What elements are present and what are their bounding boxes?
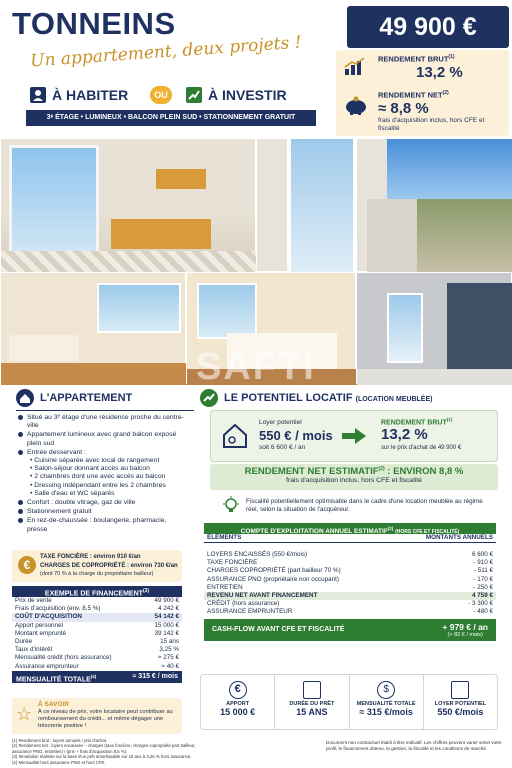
summary-duree: DURÉE DU PRÊT 15 ANS — [275, 675, 349, 729]
appartement-title: L'APPARTEMENT — [40, 392, 133, 404]
investir-label: À INVESTIR — [208, 87, 287, 103]
page-subtitle: Un appartement, deux projets ! — [29, 32, 303, 72]
or-badge: OU — [150, 86, 172, 104]
calendar-icon — [303, 681, 321, 699]
house-key-icon — [221, 421, 249, 449]
table-row: Durée 15 ans — [15, 638, 179, 646]
list-item: Cuisine séparée avec local de rangement — [34, 457, 160, 465]
loyer-value: 550 € / mois — [259, 428, 333, 443]
brut-label: RENDEMENT BRUT — [381, 419, 447, 427]
table-row: COÛT D'ACQUISITION 54 142 € — [12, 613, 182, 621]
savoir-box — [12, 698, 182, 734]
rendement-net-note: frais d'acquisition inclus, hors CFE et fiscalité — [378, 117, 485, 132]
table-row: TAXE FONCIÈRE - 910 € — [207, 559, 493, 567]
list-item: Dressing indépendant entre les 2 chambres — [34, 481, 166, 489]
potentiel-title-sub: (LOCATION MEUBLÉE) — [355, 396, 433, 403]
net-estimatif-box: RENDEMENT NET ESTIMATIF$^{(2)}$ : ENVIRON 8,8 % frais d'acquisition inclus, hors CFE et fiscalité — [210, 464, 498, 490]
habiter-pill — [24, 84, 134, 106]
table-row: Prix de vente 49 900 € — [15, 597, 179, 604]
disclaimer: Document non contractuel établi à titre indicatif. Les chiffres peuvent varier selon votre profil, le financement obtenu, la gestion, la fiscalité et les conditions de marché. — [326, 740, 502, 751]
price-badge: 49 900 € — [347, 6, 509, 48]
summary-mensualite: $ MENSUALITÉ TOTALE ≈ 315 €/mois — [350, 675, 424, 729]
living-floor — [1, 363, 187, 385]
watermark: SAFTI — [196, 346, 316, 388]
table-row: Apport personnel 15 000 € — [15, 621, 179, 629]
financement-table — [12, 586, 182, 683]
table-row: ENTRETIEN - 250 € — [207, 583, 493, 591]
kitchen-counter — [111, 219, 211, 249]
kitchen-photo — [0, 138, 256, 272]
list-item: Situé au 3ᵉ étage d'une résidence proche du centre-ville — [27, 414, 184, 430]
money-hand-icon: $ — [377, 681, 395, 699]
list-item: Entrée desservant : — [27, 448, 86, 456]
compte-table — [204, 523, 496, 641]
table-row: Taux d'intérêt 3,25 % — [15, 646, 179, 654]
savoir-text: À ce niveau de prix, votre locataire peut contribuer au remboursement du crédit... et même dégager une trésorerie positive ! — [38, 709, 173, 729]
piggy-bank-icon — [344, 96, 368, 116]
person-icon — [30, 87, 46, 103]
rendement-net-value: ≈ 8,8 % — [378, 100, 429, 117]
rendement-brut-label: RENDEMENT BRUT — [378, 54, 449, 64]
bar-chart-icon — [344, 58, 366, 76]
dark-wall — [447, 283, 512, 373]
loyer-year: soit 6 600 € / an — [259, 444, 306, 451]
rendement-net-label: RENDEMENT NET — [378, 90, 443, 100]
features-banner: 3ᵉ ÉTAGE • LUMINEUX • BALCON PLEIN SUD • STATIONNEMENT GRATUIT — [26, 110, 316, 126]
sky — [387, 139, 512, 199]
bedroom-window — [197, 283, 257, 339]
list-item: Stationnement gratuit — [27, 508, 92, 516]
loyer-label: Loyer potentiel — [259, 419, 302, 426]
charges-box — [12, 550, 182, 582]
hallway-photo — [356, 272, 512, 384]
brut-value: 13,2 % — [381, 426, 428, 443]
balcony-photo — [256, 138, 512, 272]
cash-flow-row: CASH-FLOW AVANT CFE ET FISCALITÉ + 979 € / an (+ 82 € / mois) — [204, 619, 496, 641]
table-row: ASSURANCE EMPRUNTEUR - 480 € — [207, 608, 493, 616]
sofa — [9, 335, 79, 361]
living-window — [97, 283, 181, 333]
table-row: ASSURANCE PNO (propriétaire non occupant) - 170 € — [207, 575, 493, 583]
summary-apport: € APPORT 15 000 € — [201, 675, 275, 729]
kitchen-window — [9, 145, 99, 255]
table-row: CRÉDIT (hors assurance) - 3 300 € — [207, 600, 493, 608]
balcony-door — [287, 139, 357, 273]
house-euro-icon — [451, 681, 469, 699]
compte-title: COMPTE D'EXPLOITATION ANNUEL ESTIMATIF$^{(2)}$ (HORS CFE ET FISCALITÉ) — [204, 523, 496, 534]
appartement-list: Situé au 3ᵉ étage d'une résidence proche du centre-ville Appartement lumineux avec grand balcon exposé plein sud Entrée desservant : • Cuisine séparée avec local de rangement • Salon-séjour donnant accès au balcon • 2 chambres dont une avec accès au balcon • Dressing indépendant entre les 2 chambres • Salle d'eau et WC séparés Confort : double vitrage, gaz de ville Stationnement gratuit En rez-de-chaussée : boulangerie, pharmacie, presse — [18, 414, 188, 534]
hallway-floor — [357, 369, 512, 385]
brut-note: sur le prix d'achat de 49 900 € — [381, 445, 462, 451]
kitchen-floor — [1, 251, 257, 273]
summary-strip — [200, 674, 498, 730]
hallway-window — [387, 293, 423, 363]
mensualite-totale-row: MENSUALITÉ TOTALE$^{(4)}$ ≈ 315 € / mois — [12, 671, 182, 683]
table-row: Frais d'acquisition (env. 8,5 %) 4 242 € — [15, 605, 179, 613]
taxe-fonciere: TAXE FONCIÈRE : environ 910 €/an — [40, 554, 141, 560]
appartement-divider — [16, 410, 194, 411]
financement-title: EXEMPLE DE FINANCEMENT$^{(3)}$ — [12, 586, 182, 597]
chart-up-icon — [200, 389, 218, 407]
savoir-title: À SAVOIR — [38, 701, 69, 708]
page-title: TONNEINS — [12, 6, 176, 41]
euro-icon: € — [229, 681, 247, 699]
habiter-label: À HABITER — [52, 87, 129, 103]
potentiel-title: LE POTENTIEL LOCATIF — [224, 392, 353, 404]
star-icon: ☆ — [16, 704, 33, 724]
balcony-floor — [367, 199, 417, 273]
charges-copro: CHARGES DE COPROPRIÉTÉ : environ 730 €/an — [40, 563, 178, 569]
footnotes: (1) Rendement brut : loyers annuels / prix d'achat. (2) Rendement net : loyers encaissés – charges (taxe foncière, charges copropriété part bailleur, assurance PNO, entretien) / (prix + frais d'acquisition 8,5 %). (3) Simulation réalisée sur la base d'un prêt amortissable sur 15 ans à 3,25 % hors assurance. (4) Mensualité hors assurance PNO et hors CFE. — [12, 738, 196, 765]
chart-up-icon — [186, 87, 202, 103]
house-icon — [16, 389, 34, 407]
list-item: Confort : double vitrage, gaz de ville — [27, 499, 136, 507]
table-row: Assurance emprunteur ≈ 40 € — [15, 662, 179, 670]
net-estimatif-note: frais d'acquisition inclus, hors CFE et fiscalité — [286, 477, 422, 485]
table-row: Mensualité crédit (hors assurance) ≈ 275 € — [15, 654, 179, 662]
kitchen-cabinet — [156, 169, 206, 189]
table-row: REVENU NET AVANT FINANCEMENT 4 759 € — [204, 592, 496, 600]
table-row: CHARGES COPROPRIÉTÉ (part bailleur 70 %) - 511 € — [207, 567, 493, 575]
list-item: En rez-de-chaussée : boulangerie, pharmacie, presse — [27, 517, 167, 533]
table-header: ÉLÉMENTS MONTANTS ANNUELS — [204, 534, 496, 543]
table-row: LOYERS ENCAISSÉS (550 €/mois) 6 600 € — [207, 550, 493, 558]
list-item: 2 chambres dont une avec accès au balcon — [34, 473, 166, 481]
rendement-box: RENDEMENT BRUT$^{(1)}$ 13,2 % RENDEMENT $NET^{(2)}$ ≈ 8,8 % frais d'acquisition inclus, hors CFE et fiscalité — [336, 50, 509, 136]
list-item: Appartement lumineux avec grand balcon exposé plein sud — [27, 431, 177, 447]
list-item: Salle d'eau et WC séparés — [34, 489, 115, 497]
living-room-photo — [0, 272, 186, 384]
arrow-right-icon — [341, 427, 367, 445]
rendement-brut-value: 13,2 % — [416, 64, 463, 81]
loyer-box: Loyer potentiel 550 € / mois soit 6 600 € / an RENDEMENT BRUT$^{(1)}$ 13,2 % sur le prix d'achat de 49 900 € — [210, 410, 498, 462]
list-item: Salon-séjour donnant accès au balcon — [34, 465, 150, 473]
table-row: Montant emprunté 39 142 € — [15, 629, 179, 637]
fiscalite-text: Fiscalité potentiellement optimisable dans le cadre d'une location meublée au régime réel, selon la situation de l'acquéreur. — [246, 498, 483, 513]
charges-copro-note: (dont 70 % à la charge du propriétaire bailleur) — [40, 571, 154, 577]
euro-coin-icon: € — [18, 556, 36, 574]
lightbulb-icon — [222, 496, 240, 514]
summary-loyer: LOYER POTENTIEL 550 €/mois — [424, 675, 497, 729]
investir-pill — [180, 84, 293, 106]
